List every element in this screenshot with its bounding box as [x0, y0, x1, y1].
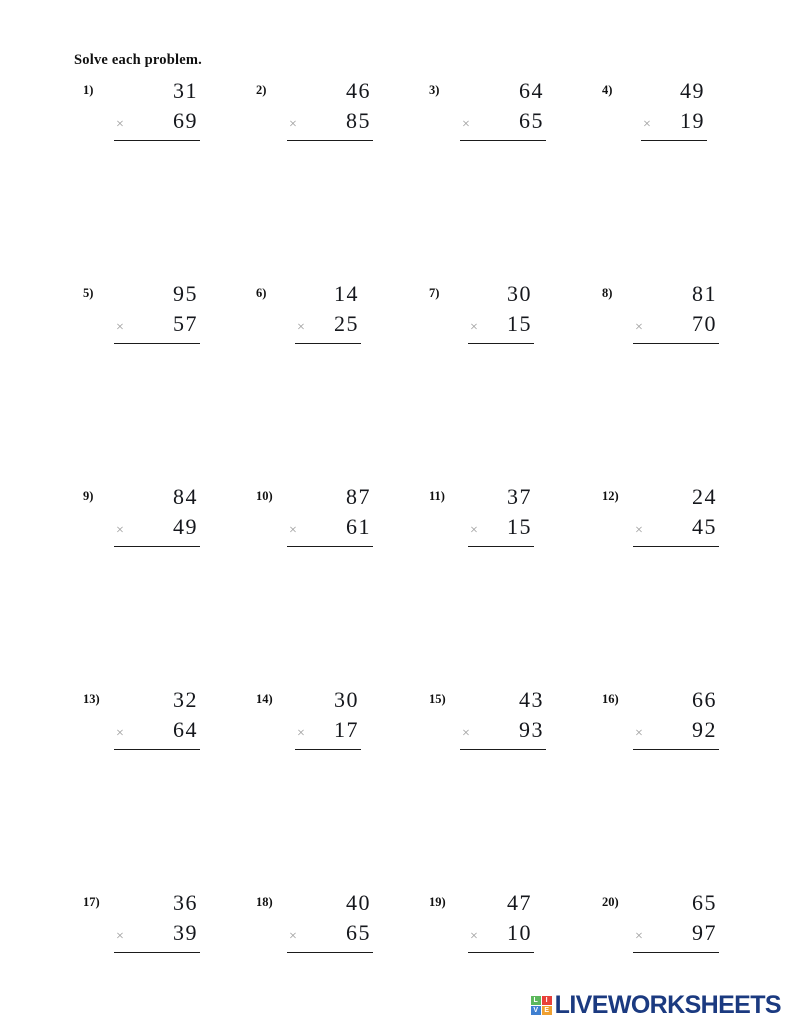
multiplier-row — [114, 922, 200, 952]
multiplicand: 37 — [507, 484, 532, 509]
problem-13 — [74, 687, 247, 890]
answer-rule — [114, 343, 200, 344]
problem-number: 20) — [602, 895, 619, 909]
problem-expression — [641, 80, 707, 140]
problem-7 — [420, 281, 593, 484]
multiply-icon: × — [116, 523, 124, 538]
problem-3 — [420, 78, 593, 281]
multiplicand: 84 — [173, 484, 198, 509]
problem-expression — [468, 892, 534, 952]
logo-tile-l: L — [531, 996, 541, 1005]
multiply-icon: × — [470, 523, 478, 538]
multiplier-row — [287, 110, 373, 140]
multiplier-row — [287, 516, 373, 546]
multiply-icon: × — [470, 929, 478, 944]
answer-rule — [287, 140, 373, 141]
multiplier: 39 — [173, 920, 198, 945]
multiplicand: 24 — [692, 484, 717, 509]
multiplier-row — [633, 313, 719, 343]
problem-expression — [468, 486, 534, 546]
problem-number: 17) — [83, 895, 100, 909]
multiply-icon: × — [635, 929, 643, 944]
multiplier-row — [468, 516, 534, 546]
problem-number: 2) — [256, 83, 267, 97]
answer-rule — [460, 140, 546, 141]
multiplier: 10 — [507, 920, 532, 945]
problem-16 — [593, 687, 766, 890]
multiplicand-row — [114, 486, 200, 516]
multiplicand-row — [114, 80, 200, 110]
multiplicand-row — [468, 892, 534, 922]
multiplier-row — [287, 922, 373, 952]
problem-number: 1) — [83, 83, 94, 97]
multiplicand: 40 — [346, 890, 371, 915]
multiplier-row — [633, 516, 719, 546]
multiplicand-row — [295, 689, 361, 719]
multiplicand: 95 — [173, 281, 198, 306]
problem-number: 14) — [256, 692, 273, 706]
multiplier: 69 — [173, 108, 198, 133]
answer-rule — [114, 140, 200, 141]
multiply-icon: × — [297, 726, 305, 741]
problem-1 — [74, 78, 247, 281]
multiplicand-row — [460, 80, 546, 110]
problem-expression — [295, 689, 361, 749]
problem-number: 12) — [602, 489, 619, 503]
multiplicand: 30 — [507, 281, 532, 306]
answer-rule — [468, 952, 534, 953]
problems-grid — [74, 78, 774, 1024]
multiply-icon: × — [470, 320, 478, 335]
multiplier: 70 — [692, 311, 717, 336]
multiplicand-row — [114, 892, 200, 922]
problem-expression — [287, 80, 373, 140]
multiplier-row — [633, 719, 719, 749]
multiplicand: 32 — [173, 687, 198, 712]
multiplicand: 87 — [346, 484, 371, 509]
multiply-icon: × — [289, 929, 297, 944]
page-title: Solve each problem. — [74, 52, 202, 68]
multiplicand-row — [633, 486, 719, 516]
logo-tile-v: V — [531, 1006, 541, 1015]
multiplicand-row — [287, 486, 373, 516]
multiplier-row — [633, 922, 719, 952]
multiplicand: 14 — [334, 281, 359, 306]
problem-expression — [460, 80, 546, 140]
multiplicand-row — [468, 486, 534, 516]
multiplier-row — [114, 313, 200, 343]
answer-rule — [468, 343, 534, 344]
problem-expression — [114, 892, 200, 952]
answer-rule — [287, 546, 373, 547]
multiplier: 92 — [692, 717, 717, 742]
multiply-icon: × — [116, 726, 124, 741]
multiply-icon: × — [289, 117, 297, 132]
problem-number: 10) — [256, 489, 273, 503]
problem-4 — [593, 78, 766, 281]
problem-expression — [633, 892, 719, 952]
problem-10 — [247, 484, 420, 687]
multiplier: 15 — [507, 311, 532, 336]
multiplicand-row — [633, 689, 719, 719]
multiply-icon: × — [635, 320, 643, 335]
answer-rule — [460, 749, 546, 750]
multiplicand: 43 — [519, 687, 544, 712]
multiplier: 61 — [346, 514, 371, 539]
problem-17 — [74, 890, 247, 1024]
problem-15 — [420, 687, 593, 890]
problem-8 — [593, 281, 766, 484]
multiplicand: 47 — [507, 890, 532, 915]
problem-number: 11) — [429, 489, 445, 503]
problem-expression — [633, 486, 719, 546]
problem-expression — [114, 283, 200, 343]
multiply-icon: × — [643, 117, 651, 132]
problem-number: 15) — [429, 692, 446, 706]
problem-14 — [247, 687, 420, 890]
answer-rule — [114, 749, 200, 750]
multiplicand: 46 — [346, 78, 371, 103]
answer-rule — [633, 546, 719, 547]
multiplier-row — [641, 110, 707, 140]
multiplier: 17 — [334, 717, 359, 742]
multiplier: 64 — [173, 717, 198, 742]
multiplicand: 65 — [692, 890, 717, 915]
problem-expression — [468, 283, 534, 343]
problem-number: 16) — [602, 692, 619, 706]
logo-tile-e: E — [542, 1006, 552, 1015]
multiplier-row — [114, 516, 200, 546]
multiplier: 97 — [692, 920, 717, 945]
answer-rule — [468, 546, 534, 547]
multiplicand-row — [633, 283, 719, 313]
liveworksheets-logo — [531, 993, 781, 1018]
multiplicand: 30 — [334, 687, 359, 712]
problem-2 — [247, 78, 420, 281]
multiplier: 19 — [680, 108, 705, 133]
problem-number: 19) — [429, 895, 446, 909]
multiplier-row — [295, 719, 361, 749]
multiply-icon: × — [635, 726, 643, 741]
problem-number: 6) — [256, 286, 267, 300]
problem-number: 18) — [256, 895, 273, 909]
logo-badge-icon — [531, 996, 552, 1015]
problem-expression — [114, 80, 200, 140]
answer-rule — [641, 140, 707, 141]
multiplicand: 64 — [519, 78, 544, 103]
multiply-icon: × — [116, 117, 124, 132]
answer-rule — [633, 952, 719, 953]
multiplier: 65 — [519, 108, 544, 133]
problem-18 — [247, 890, 420, 1024]
answer-rule — [287, 952, 373, 953]
multiplier-row — [114, 719, 200, 749]
problem-number: 8) — [602, 286, 613, 300]
answer-rule — [633, 749, 719, 750]
problem-number: 5) — [83, 286, 94, 300]
multiplicand-row — [468, 283, 534, 313]
problem-expression — [114, 689, 200, 749]
problem-number: 7) — [429, 286, 440, 300]
multiplier-row — [468, 922, 534, 952]
multiplicand-row — [114, 689, 200, 719]
multiply-icon: × — [462, 117, 470, 132]
answer-rule — [295, 343, 361, 344]
answer-rule — [114, 546, 200, 547]
multiplier: 57 — [173, 311, 198, 336]
multiplier-row — [460, 719, 546, 749]
multiply-icon: × — [635, 523, 643, 538]
multiplier: 93 — [519, 717, 544, 742]
problem-number: 13) — [83, 692, 100, 706]
multiplicand-row — [287, 80, 373, 110]
multiplicand-row — [460, 689, 546, 719]
logo-tile-i: I — [542, 996, 552, 1005]
multiplicand-row — [287, 892, 373, 922]
problem-9 — [74, 484, 247, 687]
multiplier: 65 — [346, 920, 371, 945]
problem-number: 3) — [429, 83, 440, 97]
multiplicand-row — [295, 283, 361, 313]
answer-rule — [114, 952, 200, 953]
multiplicand-row — [114, 283, 200, 313]
multiplicand: 31 — [173, 78, 198, 103]
multiplicand-row — [641, 80, 707, 110]
multiplier-row — [295, 313, 361, 343]
multiplicand: 36 — [173, 890, 198, 915]
answer-rule — [295, 749, 361, 750]
multiplier-row — [468, 313, 534, 343]
multiplier: 15 — [507, 514, 532, 539]
multiplier-row — [114, 110, 200, 140]
problem-12 — [593, 484, 766, 687]
problem-expression — [295, 283, 361, 343]
multiplier-row — [460, 110, 546, 140]
problem-expression — [287, 486, 373, 546]
problem-number: 4) — [602, 83, 613, 97]
multiplicand-row — [633, 892, 719, 922]
problem-5 — [74, 281, 247, 484]
multiply-icon: × — [297, 320, 305, 335]
answer-rule — [633, 343, 719, 344]
multiplicand: 49 — [680, 78, 705, 103]
multiply-icon: × — [116, 929, 124, 944]
problem-expression — [114, 486, 200, 546]
multiplier: 85 — [346, 108, 371, 133]
multiplicand: 81 — [692, 281, 717, 306]
problem-11 — [420, 484, 593, 687]
problem-expression — [460, 689, 546, 749]
multiplicand: 66 — [692, 687, 717, 712]
problem-expression — [633, 283, 719, 343]
logo-wordmark: LIVEWORKSHEETS — [554, 991, 781, 1019]
problem-number: 9) — [83, 489, 94, 503]
multiplier: 45 — [692, 514, 717, 539]
multiply-icon: × — [289, 523, 297, 538]
multiplier: 25 — [334, 311, 359, 336]
problem-expression — [633, 689, 719, 749]
multiplier: 49 — [173, 514, 198, 539]
problem-6 — [247, 281, 420, 484]
problem-expression — [287, 892, 373, 952]
multiply-icon: × — [116, 320, 124, 335]
multiply-icon: × — [462, 726, 470, 741]
